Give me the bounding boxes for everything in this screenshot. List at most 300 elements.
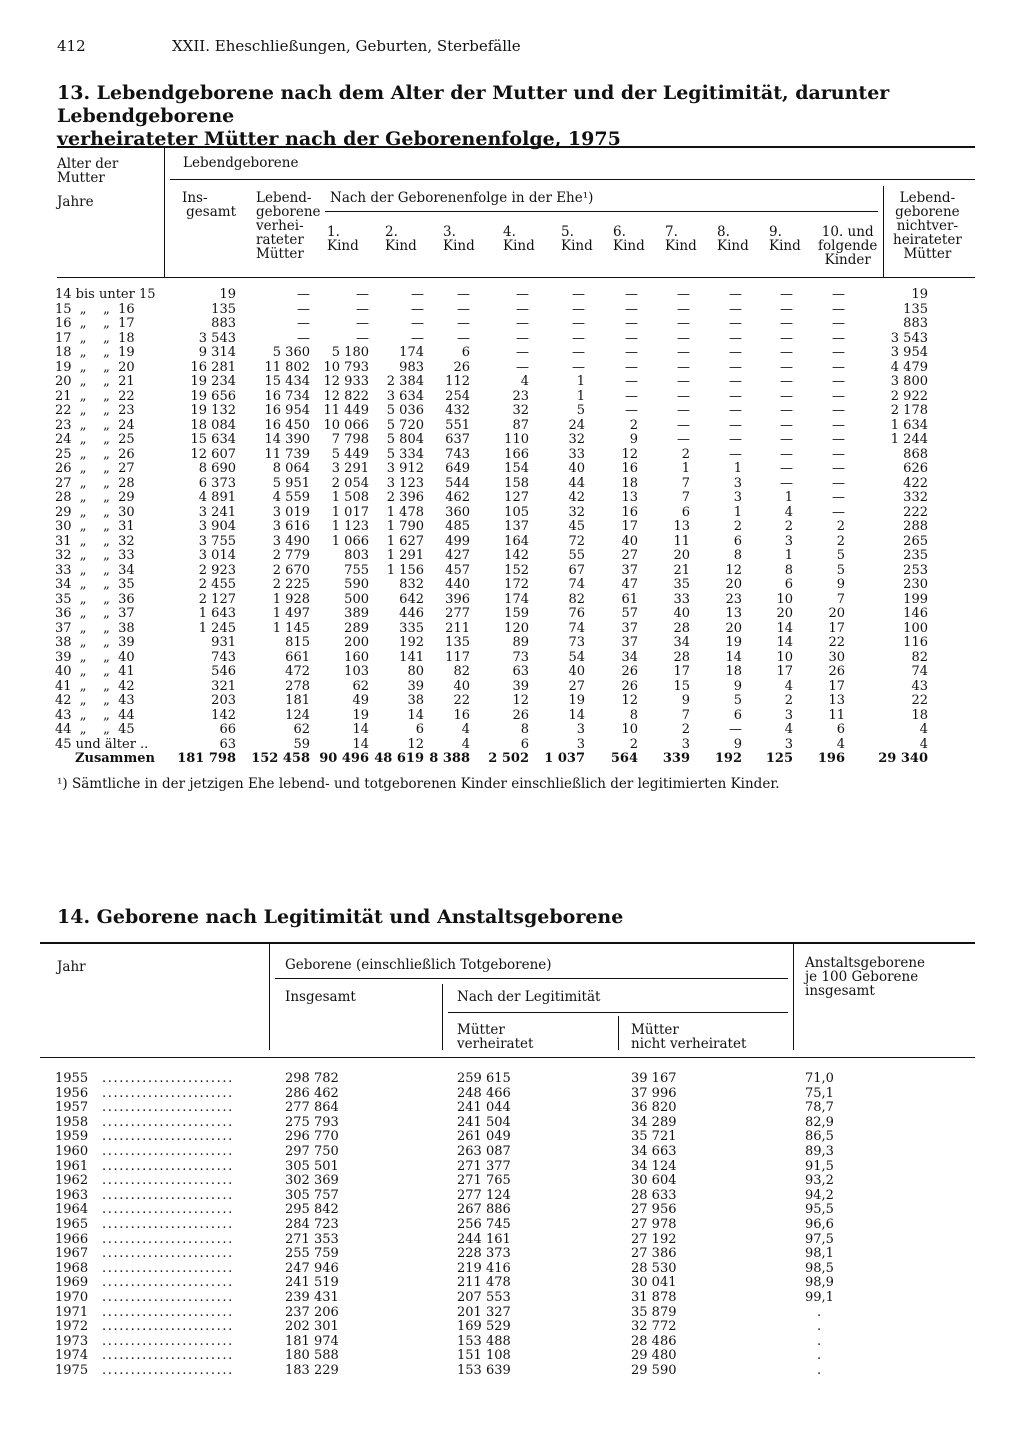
head-kind-2 bbox=[385, 225, 417, 253]
k2b: Kind bbox=[385, 238, 417, 254]
table-cell: 39 167 bbox=[631, 1071, 677, 1086]
table-cell: 1 627 bbox=[386, 533, 424, 549]
table-cell: 10 793 bbox=[323, 359, 369, 375]
table-cell: 500 bbox=[344, 591, 369, 607]
table-cell: 99,1 bbox=[805, 1290, 834, 1305]
table-row bbox=[0, 520, 1024, 535]
table-row bbox=[0, 1087, 1024, 1102]
table-cell: 271 353 bbox=[285, 1231, 339, 1247]
table-cell: 26 bbox=[828, 664, 845, 679]
table-cell: 207 553 bbox=[457, 1290, 511, 1305]
year-cell: 1961 bbox=[55, 1158, 89, 1174]
table-cell: 241 519 bbox=[285, 1275, 339, 1291]
row-label: 24 „ „ 25 bbox=[55, 432, 135, 447]
table-cell: 57 bbox=[621, 606, 638, 621]
table-cell: 230 bbox=[903, 577, 928, 592]
table-cell: 12 bbox=[725, 562, 742, 578]
table-cell: 2 455 bbox=[198, 577, 236, 592]
table-cell: — bbox=[356, 330, 369, 346]
table-cell: 62 bbox=[352, 678, 369, 694]
table-cell: 2 bbox=[681, 446, 690, 462]
leader-dots: ....................... bbox=[102, 1333, 234, 1349]
table14-head-geborene: Geborene (einschließlich Totgeborene) bbox=[285, 957, 552, 973]
table-cell: — bbox=[780, 316, 793, 331]
table-cell: 277 124 bbox=[457, 1187, 511, 1203]
year-cell: 1957 bbox=[55, 1100, 89, 1116]
table-cell: 6 bbox=[415, 722, 424, 737]
table-cell: 1 245 bbox=[198, 620, 236, 636]
table-cell: 271 765 bbox=[457, 1173, 511, 1189]
table-cell: 1 790 bbox=[386, 519, 424, 534]
table-row bbox=[0, 636, 1024, 651]
table-cell: 1 508 bbox=[331, 490, 369, 505]
table-cell: 4 479 bbox=[890, 359, 928, 375]
nv-label-4: heirateter bbox=[893, 232, 962, 248]
table-cell: — bbox=[625, 374, 638, 389]
table-cell: — bbox=[516, 330, 529, 346]
table-cell: 5 bbox=[733, 693, 742, 708]
table-cell: 10 bbox=[776, 591, 793, 607]
table13-head-folge: Nach der Geborenenfolge in der Ehe¹) bbox=[330, 190, 594, 206]
head-kind-3 bbox=[443, 225, 475, 253]
table-row bbox=[0, 1335, 1024, 1350]
table-cell: 23 bbox=[725, 591, 742, 607]
table-cell: 3 755 bbox=[198, 533, 236, 549]
table-cell: 91,5 bbox=[805, 1158, 834, 1174]
table-cell: 72 bbox=[568, 533, 585, 549]
table-cell: 4 bbox=[919, 722, 928, 737]
table-cell: 28 bbox=[673, 649, 690, 665]
table-cell: 11 802 bbox=[264, 359, 310, 375]
row-label: 33 „ „ 34 bbox=[55, 562, 135, 578]
table-row bbox=[0, 1262, 1024, 1277]
table-cell: 2 779 bbox=[272, 548, 310, 563]
table-cell: 297 750 bbox=[285, 1144, 339, 1159]
row-label: 21 „ „ 22 bbox=[55, 388, 135, 404]
table-cell: 37 bbox=[621, 620, 638, 636]
table-cell: 201 327 bbox=[457, 1304, 511, 1320]
table-row bbox=[0, 1203, 1024, 1218]
table-cell: — bbox=[677, 345, 690, 360]
leader-dots: ....................... bbox=[102, 1304, 234, 1320]
table-cell: 74 bbox=[568, 577, 585, 592]
head-kind-9 bbox=[769, 225, 801, 253]
table-cell: 255 759 bbox=[285, 1246, 339, 1262]
table-cell: 166 bbox=[504, 446, 529, 462]
nv-label-3: nichtver- bbox=[896, 218, 959, 234]
row-label: 18 „ „ 19 bbox=[55, 345, 135, 360]
table-cell: 89,3 bbox=[805, 1144, 834, 1159]
table-cell: — bbox=[411, 301, 424, 317]
table-cell: 590 bbox=[344, 577, 369, 592]
table-cell: 34 289 bbox=[631, 1114, 677, 1130]
insg-label-1: Ins- bbox=[182, 190, 208, 206]
table-cell: 63 bbox=[512, 664, 529, 679]
table-cell: 26 bbox=[621, 678, 638, 694]
table-row bbox=[0, 317, 1024, 332]
leader-dots: ....................... bbox=[102, 1071, 234, 1086]
table-cell: 15 bbox=[673, 678, 690, 694]
table-cell: 6 bbox=[784, 577, 793, 592]
table13-head-lebend: Lebendgeborene bbox=[183, 155, 299, 171]
table-cell: 22 bbox=[911, 693, 928, 708]
table-cell: 2 bbox=[836, 533, 845, 549]
table-cell: — bbox=[780, 432, 793, 447]
table-cell: 152 458 bbox=[251, 751, 310, 766]
leader-dots: ....................... bbox=[102, 1217, 234, 1232]
table-cell: 174 bbox=[399, 345, 424, 360]
table-cell: 6 bbox=[520, 736, 529, 752]
table-cell: 73 bbox=[512, 649, 529, 665]
table-cell: 4 bbox=[520, 374, 529, 389]
table-cell: 76 bbox=[568, 606, 585, 621]
table-cell: 19 bbox=[725, 635, 742, 650]
table-cell: 20 bbox=[776, 606, 793, 621]
row-label: 25 „ „ 26 bbox=[55, 446, 135, 462]
table13-head-nichtverheirateter bbox=[893, 191, 962, 261]
table-cell: 12 bbox=[621, 693, 638, 708]
leader-dots: ....................... bbox=[102, 1144, 234, 1159]
table-cell: — bbox=[780, 345, 793, 360]
table-cell: 16 954 bbox=[264, 403, 310, 418]
table-row bbox=[0, 651, 1024, 666]
year-cell: 1955 bbox=[55, 1071, 89, 1086]
table-cell: 4 bbox=[784, 504, 793, 520]
table-row bbox=[0, 361, 1024, 376]
table-cell: 80 bbox=[407, 664, 424, 679]
table-cell: 28 bbox=[673, 620, 690, 636]
table-cell: 192 bbox=[399, 635, 424, 650]
table-cell: 32 bbox=[512, 403, 529, 418]
table-cell: 2 502 bbox=[488, 751, 529, 766]
table-cell: 17 bbox=[673, 664, 690, 679]
table-cell: 29 590 bbox=[631, 1363, 677, 1378]
table-cell: 142 bbox=[211, 707, 236, 723]
table-row bbox=[0, 1320, 1024, 1335]
table-cell: 22 bbox=[828, 635, 845, 650]
table-cell: — bbox=[729, 417, 742, 433]
table-row bbox=[0, 709, 1024, 724]
table-cell: 803 bbox=[344, 548, 369, 563]
year-cell: 1960 bbox=[55, 1144, 89, 1159]
table-cell: — bbox=[625, 330, 638, 346]
table-cell: 321 bbox=[211, 678, 236, 694]
table-cell: 28 633 bbox=[631, 1187, 677, 1203]
table-cell: 265 bbox=[903, 533, 928, 549]
table-cell: 24 bbox=[568, 417, 585, 433]
table-cell: 34 124 bbox=[631, 1158, 677, 1174]
table-cell: 13 bbox=[725, 606, 742, 621]
table-cell: 7 bbox=[681, 707, 690, 723]
table-cell: — bbox=[572, 287, 585, 302]
table-cell: — bbox=[516, 287, 529, 302]
table-cell: 14 bbox=[352, 736, 369, 752]
table-cell: 16 734 bbox=[264, 388, 310, 404]
table-cell: 12 bbox=[621, 446, 638, 462]
leader-dots: ....................... bbox=[102, 1290, 234, 1305]
table13-title-line2: verheirateter Mütter nach der Geborenenfolge, 1975 bbox=[57, 128, 621, 150]
table-cell: 1 017 bbox=[331, 504, 369, 520]
table-cell: 9 314 bbox=[198, 345, 236, 360]
table-cell: 332 bbox=[903, 490, 928, 505]
year-cell: 1956 bbox=[55, 1085, 89, 1101]
row-label: 19 „ „ 20 bbox=[55, 359, 135, 375]
table-row bbox=[0, 288, 1024, 303]
table-cell: — bbox=[832, 490, 845, 505]
row-label: 14 bis unter 15 bbox=[55, 287, 156, 302]
table14-head-verheiratet bbox=[457, 1023, 533, 1051]
table-cell: . bbox=[817, 1319, 822, 1335]
table-cell: — bbox=[625, 345, 638, 360]
table-cell: 94,2 bbox=[805, 1187, 834, 1203]
table-cell: 7 bbox=[681, 475, 690, 491]
nv-label-2: geborene bbox=[895, 204, 960, 220]
table-cell: 244 161 bbox=[457, 1231, 511, 1247]
table-cell: — bbox=[356, 301, 369, 317]
row-label: 28 „ „ 29 bbox=[55, 490, 135, 505]
table-cell: — bbox=[516, 301, 529, 317]
table-cell: 100 bbox=[903, 620, 928, 636]
table-cell: 931 bbox=[211, 635, 236, 650]
table14-head-nicht-verheiratet bbox=[631, 1023, 746, 1051]
table-cell: — bbox=[729, 403, 742, 418]
year-cell: 1963 bbox=[55, 1187, 89, 1203]
table-cell: 4 559 bbox=[272, 490, 310, 505]
table-cell: 302 369 bbox=[285, 1173, 339, 1189]
table-cell: 5 bbox=[576, 403, 585, 418]
table-cell: 12 822 bbox=[323, 388, 369, 404]
table-cell: 241 504 bbox=[457, 1114, 511, 1130]
year-cell: 1971 bbox=[55, 1304, 89, 1320]
table-cell: 19 132 bbox=[190, 403, 236, 418]
table-cell: 71,0 bbox=[805, 1071, 834, 1086]
table-cell: 637 bbox=[445, 432, 470, 447]
year-cell: 1970 bbox=[55, 1290, 89, 1305]
table-cell: 27 978 bbox=[631, 1217, 677, 1232]
table-cell: 93,2 bbox=[805, 1173, 834, 1189]
table-row bbox=[0, 607, 1024, 622]
table-cell: 15 634 bbox=[190, 432, 236, 447]
table-cell: 6 bbox=[733, 707, 742, 723]
table-cell: 180 588 bbox=[285, 1348, 339, 1364]
table-cell: 37 996 bbox=[631, 1085, 677, 1101]
table-cell: 27 bbox=[621, 548, 638, 563]
age-label-3: Jahre bbox=[57, 194, 94, 210]
table13-head-verheirateter bbox=[256, 191, 321, 261]
table-cell: 40 bbox=[568, 461, 585, 476]
table-cell: 755 bbox=[344, 562, 369, 578]
table-cell: 3 241 bbox=[198, 504, 236, 520]
table-cell: 1 291 bbox=[386, 548, 424, 563]
table-cell: 196 bbox=[817, 751, 845, 766]
table-cell: — bbox=[677, 287, 690, 302]
year-cell: 1972 bbox=[55, 1319, 89, 1335]
table-cell: — bbox=[356, 287, 369, 302]
table-cell: 389 bbox=[344, 606, 369, 621]
table-cell: 2 127 bbox=[198, 591, 236, 607]
table-cell: 275 793 bbox=[285, 1114, 339, 1130]
table-cell: 360 bbox=[445, 504, 470, 520]
table-cell: 1 123 bbox=[331, 519, 369, 534]
table-cell: 3 bbox=[784, 533, 793, 549]
table-cell: 462 bbox=[445, 490, 470, 505]
table-cell: — bbox=[729, 316, 742, 331]
table-row bbox=[0, 1189, 1024, 1204]
table-cell: 30 041 bbox=[631, 1275, 677, 1291]
table-cell: 19 bbox=[911, 287, 928, 302]
table-cell: 37 bbox=[621, 635, 638, 650]
year-cell: 1962 bbox=[55, 1173, 89, 1189]
table-cell: 4 bbox=[461, 736, 470, 752]
table-cell: — bbox=[832, 330, 845, 346]
table-cell: 5 180 bbox=[331, 345, 369, 360]
table-row bbox=[0, 1116, 1024, 1131]
row-label: 17 „ „ 18 bbox=[55, 330, 135, 346]
table-row bbox=[0, 1291, 1024, 1306]
table-row bbox=[0, 564, 1024, 579]
table-cell: . bbox=[817, 1333, 822, 1349]
table14-top-rule bbox=[40, 942, 975, 944]
table-cell: — bbox=[677, 359, 690, 375]
table-cell: 1 244 bbox=[890, 432, 928, 447]
table-row bbox=[0, 593, 1024, 608]
table-cell: 3 bbox=[576, 722, 585, 737]
age-label-2: Mutter bbox=[57, 170, 105, 186]
verh-label-5: Mütter bbox=[256, 246, 304, 262]
table-cell: 26 bbox=[621, 664, 638, 679]
table-cell: 2 225 bbox=[272, 577, 310, 592]
table-cell: — bbox=[677, 374, 690, 389]
table-cell: 4 bbox=[836, 736, 845, 752]
table-cell: 5 036 bbox=[386, 403, 424, 418]
row-label: 30 „ „ 31 bbox=[55, 519, 135, 534]
table-cell: 3 954 bbox=[890, 345, 928, 360]
table-row bbox=[0, 578, 1024, 593]
table-cell: — bbox=[729, 359, 742, 375]
table-cell: — bbox=[729, 388, 742, 404]
table-cell: — bbox=[780, 388, 793, 404]
table-cell: 18 bbox=[911, 707, 928, 723]
table-cell: 743 bbox=[211, 649, 236, 665]
table-cell: 151 108 bbox=[457, 1348, 511, 1364]
table-cell: 202 301 bbox=[285, 1319, 339, 1335]
table-cell: 14 bbox=[776, 635, 793, 650]
table-cell: 18 bbox=[621, 475, 638, 491]
table-cell: 11 449 bbox=[323, 403, 369, 418]
table-cell: 211 bbox=[445, 620, 470, 636]
table-cell: 396 bbox=[445, 591, 470, 607]
table-cell: 146 bbox=[903, 606, 928, 621]
table-cell: 277 864 bbox=[285, 1100, 339, 1116]
table-cell: 153 488 bbox=[457, 1333, 511, 1349]
table14-head-jahr: Jahr bbox=[57, 959, 86, 975]
table-cell: 4 891 bbox=[198, 490, 236, 505]
table-cell: 17 bbox=[828, 678, 845, 694]
table-cell: 4 bbox=[784, 678, 793, 694]
table-cell: 5 951 bbox=[272, 475, 310, 491]
table-cell: 116 bbox=[903, 635, 928, 650]
table-row bbox=[0, 303, 1024, 318]
table-cell: 4 bbox=[919, 736, 928, 752]
table-cell: 1 145 bbox=[272, 620, 310, 636]
row-label: 16 „ „ 17 bbox=[55, 316, 135, 331]
table-cell: 62 bbox=[293, 722, 310, 737]
table-cell: — bbox=[832, 388, 845, 404]
table-cell: 153 639 bbox=[457, 1363, 511, 1378]
nv-label-5: Mütter bbox=[903, 246, 952, 262]
table-cell: 3 800 bbox=[890, 374, 928, 389]
table14-jahr-divider bbox=[269, 943, 270, 1050]
table-cell: 3 bbox=[576, 736, 585, 752]
table-cell: 2 396 bbox=[386, 490, 424, 505]
table-cell: 883 bbox=[211, 316, 236, 331]
table-cell: 564 bbox=[610, 751, 638, 766]
table-cell: 239 431 bbox=[285, 1290, 339, 1305]
table-cell: — bbox=[832, 345, 845, 360]
leader-dots: ....................... bbox=[102, 1129, 234, 1145]
table-cell: 8 690 bbox=[198, 461, 236, 476]
table13-title-line1: 13. Lebendgeborene nach dem Alter der Mutter und der Legitimität, darunter Lebendgeborene bbox=[57, 82, 890, 127]
row-label: 44 „ „ 45 bbox=[55, 722, 135, 737]
table-cell: 124 bbox=[285, 707, 310, 723]
table-cell: — bbox=[780, 417, 793, 433]
table-cell: 8 bbox=[733, 548, 742, 563]
table14-insg-divider bbox=[442, 984, 443, 1050]
table-cell: 23 bbox=[512, 388, 529, 404]
table-cell: — bbox=[516, 316, 529, 331]
table-cell: 14 bbox=[725, 649, 742, 665]
table-cell: 17 bbox=[776, 664, 793, 679]
table-cell: — bbox=[729, 345, 742, 360]
year-cell: 1967 bbox=[55, 1246, 89, 1262]
k8b: Kind bbox=[717, 238, 749, 254]
table-cell: 160 bbox=[344, 649, 369, 665]
table-cell: 112 bbox=[445, 374, 470, 389]
table-cell: 16 281 bbox=[190, 359, 236, 375]
head-kind-7 bbox=[665, 225, 697, 253]
table-cell: 2 bbox=[681, 722, 690, 737]
table-cell: 20 bbox=[673, 548, 690, 563]
table-cell: 48 619 bbox=[374, 751, 424, 766]
table-row bbox=[0, 375, 1024, 390]
table-cell: 32 bbox=[568, 504, 585, 520]
k1b: Kind bbox=[327, 238, 359, 254]
leader-dots: ....................... bbox=[102, 1319, 234, 1335]
table-cell: 305 501 bbox=[285, 1158, 339, 1174]
table-cell: 89 bbox=[512, 635, 529, 650]
table-cell: — bbox=[780, 403, 793, 418]
table-row bbox=[0, 1072, 1024, 1087]
table-cell: — bbox=[297, 330, 310, 346]
table-cell: 5 720 bbox=[386, 417, 424, 433]
mnv-label-1: Mütter bbox=[631, 1022, 679, 1038]
table-cell: 3 bbox=[784, 736, 793, 752]
table-cell: 40 bbox=[453, 678, 470, 694]
table14-legit-rule bbox=[448, 1012, 788, 1013]
table-cell: 40 bbox=[673, 606, 690, 621]
table-cell: 3 019 bbox=[272, 504, 310, 520]
table-cell: 74 bbox=[911, 664, 928, 679]
table-cell: 868 bbox=[903, 446, 928, 462]
table-cell: 135 bbox=[445, 635, 470, 650]
table-cell: 120 bbox=[504, 620, 529, 636]
k10b: folgende bbox=[818, 238, 878, 254]
table-cell: — bbox=[780, 301, 793, 317]
table-cell: 37 bbox=[621, 562, 638, 578]
running-head: XXII. Eheschließungen, Geburten, Sterbefälle bbox=[172, 37, 521, 55]
table-cell: — bbox=[457, 301, 470, 317]
table-cell: 29 480 bbox=[631, 1348, 677, 1364]
